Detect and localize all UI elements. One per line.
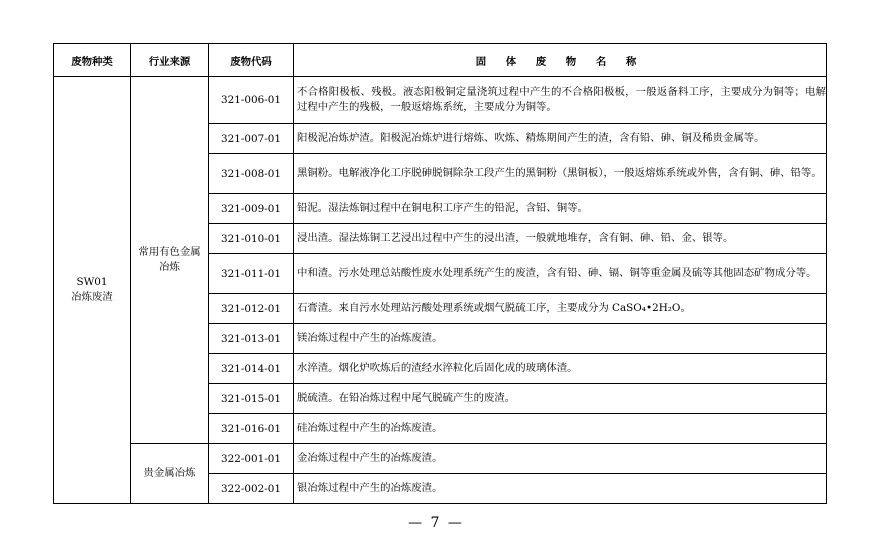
table-row — [54, 444, 827, 474]
solid-waste-table — [53, 43, 827, 504]
waste-code-cell: 321-007-01 — [209, 124, 294, 154]
waste-code-cell: 321-008-01 — [209, 154, 294, 194]
waste-description-cell: 铅泥。湿法炼铜过程中在铜电积工序产生的铅泥，含铅、铜等。 — [294, 194, 827, 224]
waste-code-cell: 321-015-01 — [209, 384, 294, 414]
table-body — [54, 77, 827, 504]
header-waste-code: 废物代码 — [209, 44, 294, 77]
industry-source-cell: 常用有色金属 冶炼 — [131, 77, 209, 444]
waste-code-cell: 321-013-01 — [209, 324, 294, 354]
waste-description-cell: 中和渣。污水处理总站酸性废水处理系统产生的废渣，含有铅、砷、镉、铜等重金属及硫等其他固态矿物成分等。 — [294, 254, 827, 294]
header-industry-source: 行业来源 — [131, 44, 209, 77]
waste-description-cell: 金冶炼过程中产生的冶炼废渣。 — [294, 444, 827, 474]
waste-code-cell: 321-011-01 — [209, 254, 294, 294]
waste-code-cell: 321-012-01 — [209, 294, 294, 324]
header-waste-name: 固 体 废 物 名 称 — [294, 44, 827, 77]
waste-code-cell: 321-009-01 — [209, 194, 294, 224]
table-row — [54, 77, 827, 124]
waste-description-cell: 浸出渣。湿法炼铜工艺浸出过程中产生的浸出渣，一般就地堆存，含有铜、砷、铅、金、银等。 — [294, 224, 827, 254]
header-row — [54, 44, 827, 77]
waste-code-cell: 321-010-01 — [209, 224, 294, 254]
waste-description-cell: 石膏渣。来自污水处理站污酸处理系统或烟气脱硫工序，主要成分为 CaSO₄•2H₂O。 — [294, 294, 827, 324]
waste-code-cell: 321-016-01 — [209, 414, 294, 444]
waste-code-cell: 322-002-01 — [209, 474, 294, 504]
industry-source-cell: 贵金属冶炼 — [131, 444, 209, 504]
waste-description-cell: 不合格阳极板、残极。液态阳极铜定量浇筑过程中产生的不合格阳极板，一般返备料工序，主要成分为铜等；电解过程中产生的残极，一般返熔炼系统，主要成分为铜等。 — [294, 77, 827, 124]
waste-description-cell: 脱硫渣。在铅冶炼过程中尾气脱硫产生的废渣。 — [294, 384, 827, 414]
header-waste-category: 废物种类 — [54, 44, 131, 77]
waste-description-cell: 硅冶炼过程中产生的冶炼废渣。 — [294, 414, 827, 444]
waste-description-cell: 银冶炼过程中产生的冶炼废渣。 — [294, 474, 827, 504]
page-number: — 7 — — [408, 515, 464, 531]
waste-category-cell: SW01 冶炼废渣 — [54, 77, 131, 504]
waste-description-cell: 镁冶炼过程中产生的冶炼废渣。 — [294, 324, 827, 354]
waste-code-cell: 321-014-01 — [209, 354, 294, 384]
waste-description-cell: 黑铜粉。电解液净化工序脱砷脱铜除杂工段产生的黑铜粉（黑铜板），一般返熔炼系统或外售，含有铜、砷、铅等。 — [294, 154, 827, 194]
waste-code-cell: 321-006-01 — [209, 77, 294, 124]
waste-description-cell: 水淬渣。烟化炉吹炼后的渣经水淬粒化后固化成的玻璃体渣。 — [294, 354, 827, 384]
waste-code-cell: 322-001-01 — [209, 444, 294, 474]
waste-description-cell: 阳极泥冶炼炉渣。阳极泥冶炼炉进行熔炼、吹炼、精炼期间产生的渣，含有铅、砷、铜及稀贵金属等。 — [294, 124, 827, 154]
